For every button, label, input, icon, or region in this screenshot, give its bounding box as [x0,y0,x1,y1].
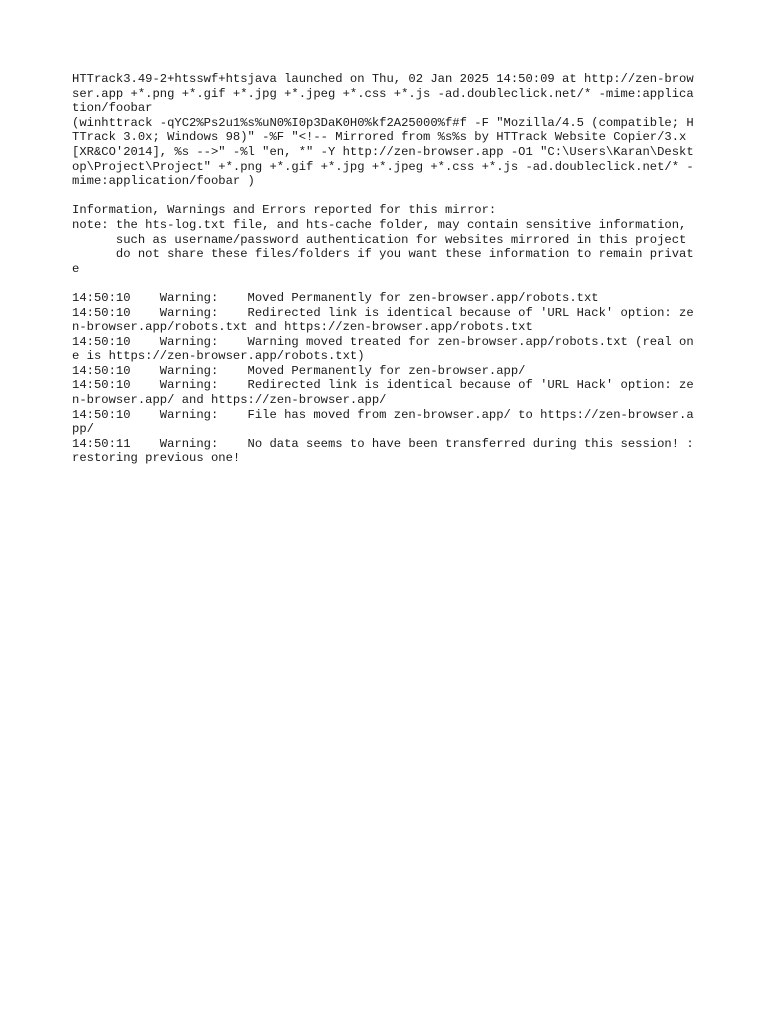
info-note-warning: do not share these files/folders if you want these information to remain private [72,247,694,276]
info-heading: Information, Warnings and Errors reported for this mirror: [72,203,497,218]
log-entry: 14:50:11 Warning: No data seems to have been transferred during this session! : restoring previous one! [72,436,701,466]
command-line: (winhttrack -qYC2%Ps2u1%s%uN0%I0p3DaK0H0%kf2A25000%f#f -F "Mozilla/4.5 (compatible; HTTrack 3.0x; Windows 98)" -%F "<!-- Mirrored from %s%s by HTTrack Website Copier/3.x [XR&CO'2014], %s -->" -%l "en, *" -Y http://zen-browser.app -O1 "C:\Users\Karan\Desktop\Project\Project" +*.png +*.gif +*.jpg +*.jpeg +*.css +*.js -ad.doubleclick.net/* -mime:application/foobar ) [72,115,694,189]
spacer [72,189,696,204]
spacer [72,276,696,291]
log-entry: 14:50:10 Warning: Moved Permanently for zen-browser.app/ [72,363,526,378]
info-note-detail: such as username/password authentication for websites mirrored in this project [72,232,687,247]
launch-line: HTTrack3.49-2+htsswf+htsjava launched on Thu, 02 Jan 2025 14:50:09 at http://zen-browser.app +*.png +*.gif +*.jpg +*.jpeg +*.css +*.js -ad.doubleclick.net/* -mime:application/foobar [72,72,694,116]
log-entry: 14:50:10 Warning: Redirected link is identical because of 'URL Hack' option: zen-browser.app/ and https://zen-browser.app/ [72,378,694,408]
log-entry: 14:50:10 Warning: Warning moved treated for zen-browser.app/robots.txt (real one is https://zen-browser.app/robots.txt) [72,334,694,364]
log-entry: 14:50:10 Warning: File has moved from zen-browser.app/ to https://zen-browser.app/ [72,407,694,437]
log-document [72,72,701,466]
log-entry: 14:50:10 Warning: Redirected link is identical because of 'URL Hack' option: zen-browser.app/robots.txt and https://zen-browser.app/robots.txt [72,305,694,335]
info-note: note: the hts-log.txt file, and hts-cache folder, may contain sensitive information, [72,217,687,232]
log-entry: 14:50:10 Warning: Moved Permanently for zen-browser.app/robots.txt [72,290,599,305]
